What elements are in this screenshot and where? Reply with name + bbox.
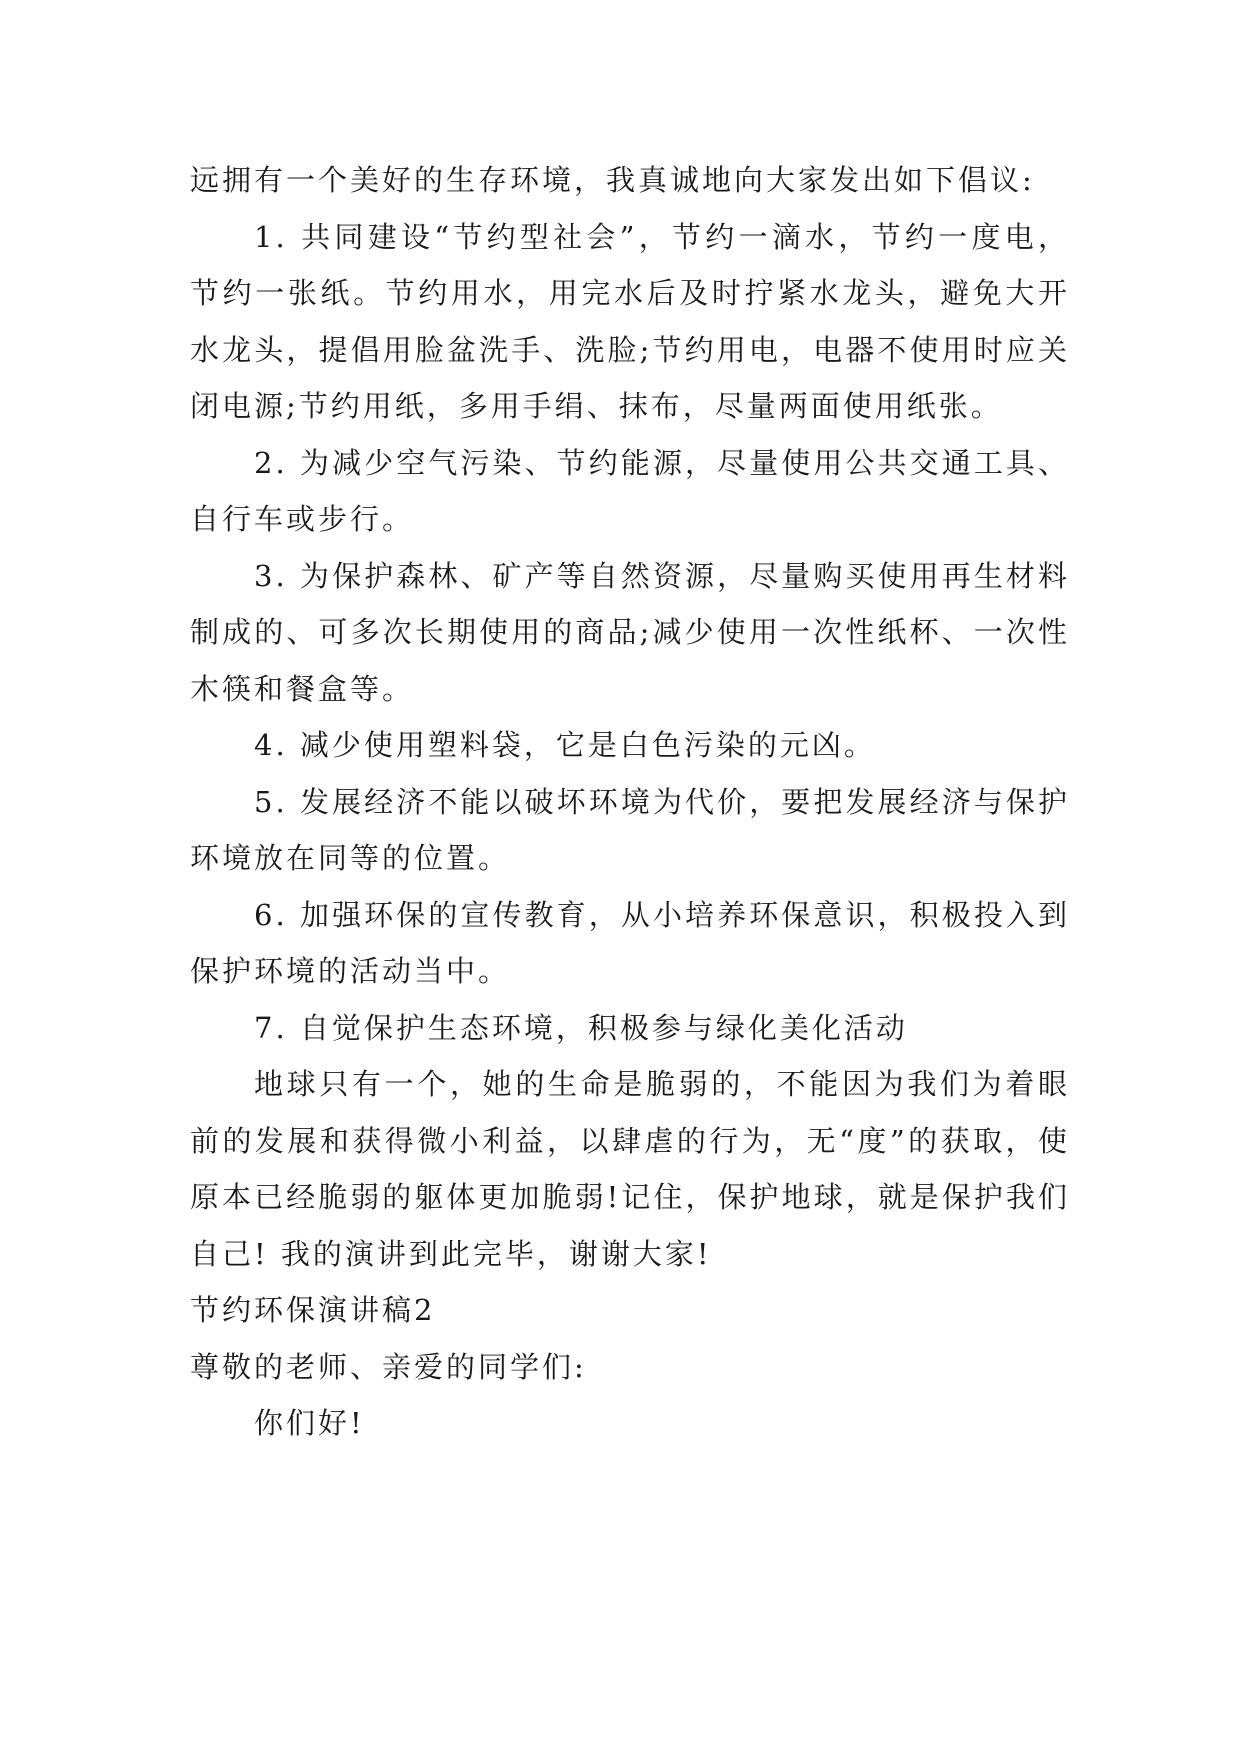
paragraph-item-5: 5. 发展经济不能以破坏环境为代价，要把发展经济与保护环境放在同等的位置。	[190, 784, 1070, 875]
paragraph-item-7: 7. 自觉保护生态环境，积极参与绿化美化活动	[254, 1010, 908, 1045]
paragraph-closing: 地球只有一个，她的生命是脆弱的，不能因为我们为着眼前的发展和获得微小利益，以肆虐的行为，无“度”的获取，使原本已经脆弱的躯体更加脆弱!记住，保护地球，就是保护我们自己! 我的演讲到此完毕，谢谢大家!	[190, 1067, 1070, 1271]
paragraph-item-2: 2. 为减少空气污染、节约能源，尽量使用公共交通工具、自行车或步行。	[190, 445, 1070, 536]
paragraph-item-3: 3. 为保护森林、矿产等自然资源，尽量购买使用再生材料制成的、可多次长期使用的商品;减少使用一次性纸杯、一次性木筷和餐盒等。	[190, 558, 1070, 706]
section-title: 节约环保演讲稿2	[190, 1293, 436, 1327]
salutation: 尊敬的老师、亲爱的同学们:	[190, 1349, 587, 1384]
paragraph-intro-continued: 远拥有一个美好的生存环境，我真诚地向大家发出如下倡议:	[190, 163, 1035, 197]
greeting: 你们好!	[254, 1406, 365, 1440]
paragraph-item-4: 4. 减少使用塑料袋，它是白色污染的元凶。	[254, 728, 876, 762]
document-body	[190, 152, 1070, 1452]
paragraph-item-1: 1. 共同建设“节约型社会”，节约一滴水，节约一度电，节约一张纸。节约用水，用完水后及时拧紧水龙头，避免大开水龙头，提倡用脸盆洗手、洗脸;节约用电，电器不使用时应关闭电源;节约用纸，多用手绢、抹布，尽量两面使用纸张。	[190, 219, 1070, 423]
paragraph-item-6: 6. 加强环保的宣传教育，从小培养环保意识，积极投入到保护环境的活动当中。	[190, 897, 1070, 988]
